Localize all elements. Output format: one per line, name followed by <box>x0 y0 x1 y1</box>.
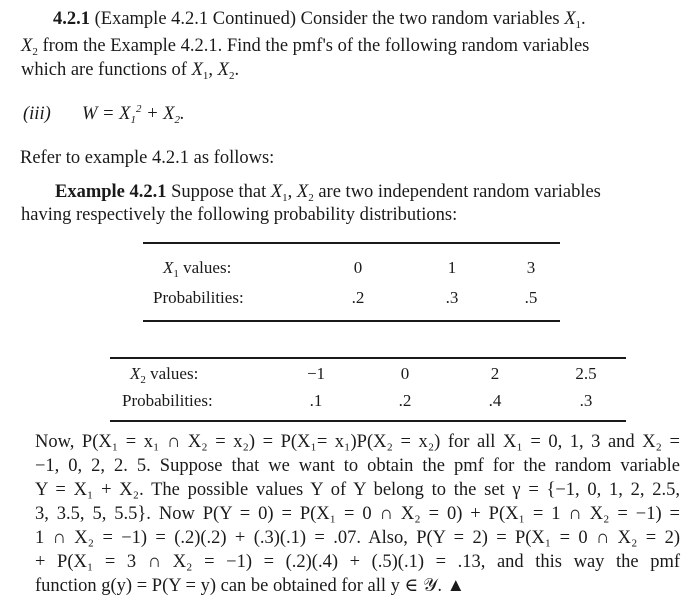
solution-line-2: −1, 0, 2, 2. 5. Suppose that we want to obtain the pmf for the random variable <box>35 456 680 476</box>
example-text-b: are two independent random variables <box>318 182 601 202</box>
table2-prob: .4 <box>488 391 502 410</box>
table1-value: 0 <box>353 258 363 277</box>
table2-bottom-rule <box>110 420 626 422</box>
table2-prob: .2 <box>398 391 412 410</box>
solution-line-6: + P(X₁ = 3 ∩ X₂ = −1) = (.2)(.4) + (.5)(.1) = .13, and this way the pmf <box>35 552 680 572</box>
problem-line3-text: which are functions of <box>21 60 187 80</box>
solution-line-4: 3, 3.5, 5, 5.5}. Now P(Y = 0) = P(X₁ = 0 ∩ X₂ = 0) + P(X₁ = 1 ∩ X₂ = −1) = <box>35 504 680 524</box>
table1-value: 3 <box>526 258 536 277</box>
table2-value: 2 <box>490 364 500 383</box>
problem-line-1: 4.2.1 (Example 4.2.1 Continued) Consider the two random variables $X_1$. <box>53 9 586 31</box>
example-line-1: Example 4.2.1 Suppose that $X_1$, $X_2$ are two independent random variables <box>55 182 601 204</box>
problem-line-2: $X_2$ from the Example 4.2.1. Find the pmf's of the following random variables <box>21 36 590 58</box>
table1-values-label: $X_1$ values: <box>163 258 232 280</box>
problem-heading: (Example 4.2.1 Continued) Consider the two random variables <box>94 9 560 29</box>
part-iii <box>23 103 185 126</box>
refer-text: Refer to example 4.2.1 as follows: <box>20 148 275 168</box>
table2-values-label: $X_2$ values: <box>130 364 199 386</box>
table2-top-rule <box>110 357 626 359</box>
solution-line-5: 1 ∩ X₂ = −1) = (.2)(.2) + (.3)(.1) = .07. Also, P(Y = 2) = P(X₁ = 0 ∩ X₂ = 2) <box>35 528 680 548</box>
example-text-a: Suppose that <box>171 182 267 202</box>
example-line-2: having respectively the following probability distributions: <box>21 205 458 225</box>
table1-bottom-rule <box>143 320 560 322</box>
part-equation: $W = X_1^2 + X_2$. <box>82 103 185 126</box>
table2-value: −1 <box>306 364 326 383</box>
table1-prob: .3 <box>445 288 459 307</box>
solution-line-1: Now, P(X₁ = x₁ ∩ X₂ = x₂) = P(X₁= x₁)P(X₂ = x₂) for all X₁ = 0, 1, 3 and X₂ = <box>35 432 680 452</box>
example-label: Example 4.2.1 <box>55 182 167 202</box>
table2-value: 2.5 <box>575 364 597 383</box>
solution-line-7: function g(y) = P(Y = y) can be obtained for all y ∈ 𝒴. ▲ <box>35 576 465 596</box>
part-label: (iii) <box>23 104 51 124</box>
table2-prob: .1 <box>309 391 323 410</box>
solution-line-3: Y = X₁ + X₂. The possible values Y of Y belong to the set γ = {−1, 0, 1, 2, 2.5, <box>35 480 680 500</box>
problem-line-3: which are functions of $X_1$, $X_2$. <box>21 60 240 82</box>
problem-number: 4.2.1 <box>53 9 90 29</box>
table1-prob: .2 <box>351 288 365 307</box>
table1-top-rule <box>143 242 560 244</box>
table2-prob-label: Probabilities: <box>122 391 213 410</box>
table2-value: 0 <box>400 364 410 383</box>
problem-line1-tail: . <box>581 9 586 29</box>
table2-prob: .3 <box>579 391 593 410</box>
table1-prob-label: Probabilities: <box>153 288 244 307</box>
table1-prob: .5 <box>524 288 538 307</box>
table1-value: 1 <box>447 258 457 277</box>
problem-line2-text: from the Example 4.2.1. Find the pmf's of the following random variables <box>42 36 590 56</box>
